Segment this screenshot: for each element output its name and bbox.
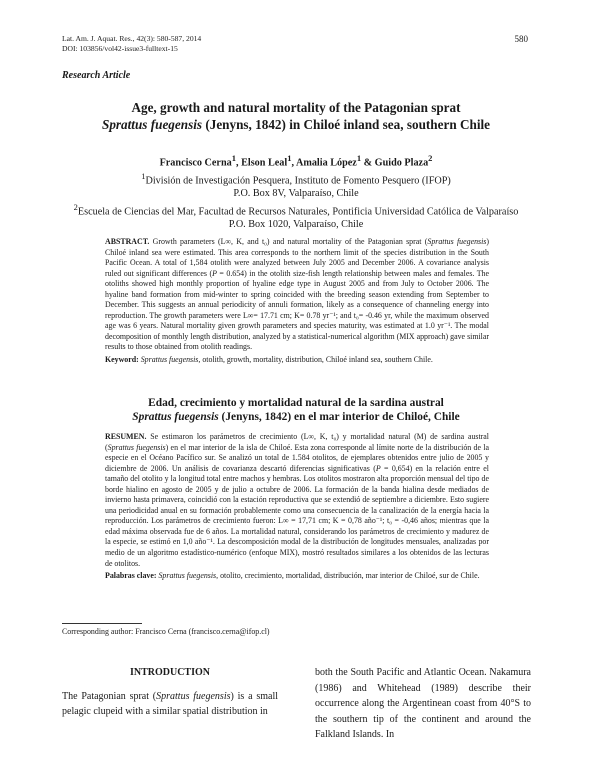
resumen-text: Se estimaron los parámetros de crecimiento (L∞, K, t₀) y mortalidad natural (M) de sardina austral ( — [105, 432, 489, 452]
abstract-keywords — [105, 355, 489, 366]
palabras-clave-species: Sprattus fuegensis — [158, 571, 217, 581]
spanish-title-line-2-rest: (Jenyns, 1842) en el mar interior de Chiloé, Chile — [218, 411, 460, 424]
section-label: Research Article — [62, 70, 131, 81]
affiliation-1 — [62, 170, 530, 188]
resumen-body — [105, 432, 489, 569]
affiliation-2 — [62, 201, 530, 219]
intro-paragraph-continued: both the South Pacific and Atlantic Ocean. Nakamura (1986) and Whitehead (1989) describe their occurrence along the Argentinean coast from 40°S to the southern tip of the continent and around the Falkland Islands. In — [315, 667, 531, 740]
author-1-affil: 1 — [231, 153, 236, 163]
spanish-title-line-2 — [62, 410, 530, 424]
abstract-text: = 0.654) in the otolith size-fish length relationship between males and females. The otoliths showed high monthly proportion of hyaline edge type in August 2005 and from July to October 2006. The hyaline band formation from mid-winter to spring coincided with the breeding season extending from September to December. This suggests an annual periodicity of annuli formation, likely as a consequence of channeling energy into reproduction. The growth parameters were L∞= 17.71 cm; K= 0.78 yr⁻¹; and t₀= -0.46 yr, while the maximum observed age was 6 years. Natural mortality given growth parameters and species maturity, was estimated at 1.0 yr⁻¹. The modal decomposition of monthly length distribution, analyzed by a statistical-numerical algorithm (MIX approach) gave similar results to those obtained from otolith readings. — [105, 268, 489, 352]
abstract-species: Sprattus fuegensis — [427, 237, 487, 246]
author-2: Elson Leal — [241, 157, 288, 169]
author-4: Guido Plaza — [374, 157, 429, 169]
author-3-affil: 1 — [356, 153, 362, 163]
affiliation-2-name: Escuela de Ciencias del Mar, Facultad de Recursos Naturales, Pontificia Universidad Católica de Valparaíso — [77, 206, 519, 218]
spanish-title-line-1: Edad, crecimiento y mortalidad natural de la sardina austral — [148, 397, 444, 409]
corresponding-author: Corresponding author: Francisco Cerna (francisco.cerna@ifop.cl) — [62, 627, 270, 636]
keywords-species: Sprattus fuegensis — [140, 355, 199, 365]
resumen-p-symbol: P — [375, 463, 381, 473]
spanish-title-species: Sprattus fuegensis — [132, 411, 219, 424]
palabras-clave-text: , otolito, crecimiento, mortalidad, distribución, mar interior de Chiloé, sur de Chile. — [216, 571, 480, 581]
journal-citation: Lat. Am. J. Aquat. Res., 42(3): 580-587, 2014 — [62, 34, 202, 43]
abstract-label: ABSTRACT. — [105, 237, 150, 246]
title-line-2 — [62, 116, 530, 133]
abstract — [105, 237, 489, 366]
abstract-body — [105, 237, 489, 353]
title-line-1: Age, growth and natural mortality of the Patagonian sprat — [131, 100, 461, 115]
author-3: Amalia López — [295, 157, 357, 169]
keywords-text: , otolith, growth, mortality, distribution, Chiloé inland sea, southern Chile. — [198, 355, 433, 365]
palabras-clave-label: Palabras clave: — [105, 571, 157, 581]
affiliation-1-name: División de Investigación Pesquera, Instituto de Fomento Pesquero (IFOP) — [145, 175, 451, 187]
abstract-text: ) Chiloé inland sea were estimated. This area corresponds to the northern limit of the species distribution in the South Pacific Ocean. A total of 1,584 otolith were analyzed between July 2005 and December 2006. A covariance analysis ruled out significant differences ( — [105, 237, 490, 278]
intro-species: Sprattus fuegensis — [156, 690, 231, 702]
title-species: Sprattus fuegensis — [101, 117, 203, 132]
keywords-label: Keyword: — [105, 355, 139, 365]
intro-paragraph-start — [62, 689, 278, 720]
resumen — [105, 432, 489, 582]
author-names — [62, 152, 530, 170]
author-2-affil: 1 — [287, 153, 292, 163]
page-number: 580 — [514, 34, 528, 44]
author-sep: & — [361, 157, 375, 169]
author-4-affil: 2 — [428, 153, 433, 163]
introduction-heading: INTRODUCTION — [129, 667, 210, 678]
doi: DOI: 103856/vol42-issue3-fulltext-15 — [62, 44, 178, 53]
resumen-species: Sprattus fuegensis — [107, 442, 166, 452]
abstract-p-symbol: P — [212, 268, 217, 278]
affiliation-1-address: P.O. Box 8V, Valparaíso, Chile — [233, 188, 359, 200]
author-sep: , — [235, 157, 242, 169]
resumen-text: ) en el mar interior de la isla de Chiloé. Esta zona corresponde al límite norte de la distribución de la especie en el Océano Pacífico sur. Se analizó un total de 1.584 otolitos, de ejemplares obtenidos entre julio de 2005 y diciembre de 2006. Un análisis de covarianza descartó diferencias significativas ( — [105, 442, 489, 473]
affil-marker: 1 — [141, 171, 146, 182]
author-sep: , — [291, 157, 296, 169]
resumen-keywords — [105, 571, 489, 582]
article-title — [62, 99, 530, 133]
intro-left-column — [62, 665, 278, 720]
footnote-divider — [62, 623, 142, 624]
author-1: Francisco Cerna — [159, 157, 232, 169]
affil-marker: 2 — [73, 202, 78, 213]
intro-text: ) is a small pelagic clupeid with a similar spatial distribution in — [62, 690, 278, 717]
intro-text: The Patagonian sprat ( — [62, 690, 157, 702]
running-header — [62, 34, 201, 54]
affiliation-2-address: P.O. Box 1020, Valparaíso, Chile — [228, 219, 364, 231]
abstract-text: Growth parameters (L∞, K, and t₀) and natural mortality of the Patagonian sprat ( — [149, 237, 428, 246]
title-line-2-rest: (Jenyns, 1842) in Chiloé inland sea, southern Chile — [202, 117, 490, 132]
resumen-label: RESUMEN. — [105, 432, 147, 441]
author-block — [62, 152, 530, 232]
resumen-text: = 0,654) en la relación entre el tamaño del otolito y la longitud total entre machos y hembras. Los otolitos mostraron alta proporción mensual del tipo de borde hialino en agosto de 2005 y de julio a octubre de 2006. La formación de la banda hialina desde mediados de invierno hasta primavera, coincidió con la estación reproductiva que se extendió de septiembre a diciembre. Esto sugiere una periodicidad anual en su formación probablemente como una consecuencia de la canalización de la energía hacia la reproducción. Los parámetros de crecimiento fueron: L∞ = 17,71 cm; K = 0,78 año⁻¹; t₀ = -0,46 años; mientras que la edad máxima observada fue de 6 años. La mortalidad natural, considerando los parámetros de crecimiento y madurez de la especie, se estimó en 1,0 año⁻¹. La descomposición modal de la distribución de longitudes mensuales, analizadas por medio de un algoritmo estadístico-numérico (enfoque MIX), mostró resultados similares a los obtenidos de las lecturas de otolitos. — [105, 463, 489, 568]
intro-right-column — [315, 665, 531, 743]
spanish-title — [62, 396, 530, 425]
